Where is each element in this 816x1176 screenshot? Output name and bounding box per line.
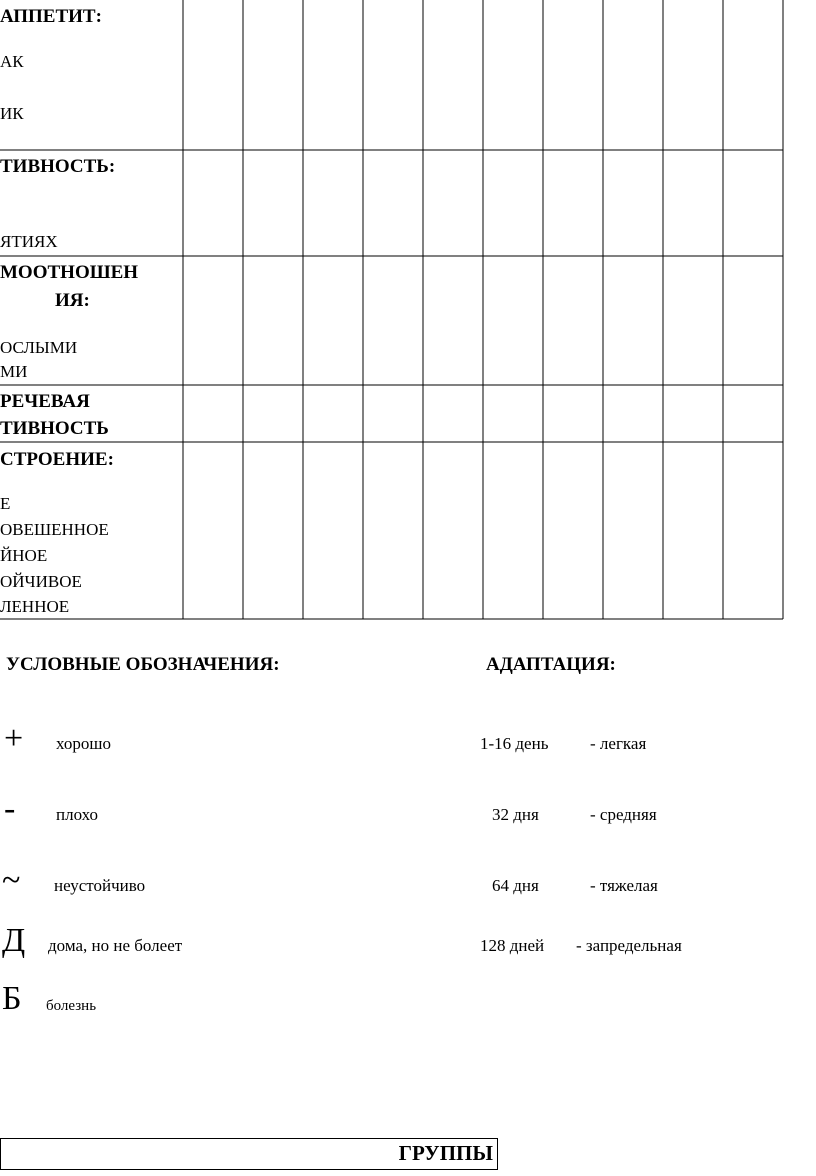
- row-mood-option: ЛЕННОЕ: [0, 597, 70, 616]
- row-activity-option: ЯТИЯХ: [0, 232, 58, 251]
- adaptation-period: 1-16 день: [480, 734, 549, 753]
- row-mood-option: ЙНОЕ: [0, 546, 48, 565]
- row-activity-header: ТИВНОСТЬ:: [0, 156, 116, 177]
- row-mood-header: СТРОЕНИЕ:: [0, 449, 114, 470]
- adaptation-level: - запредельная: [576, 936, 682, 955]
- adaptation-period: 64 дня: [492, 876, 539, 895]
- legend-symbol-b: Б: [2, 980, 22, 1017]
- legend-symbol-minus: -: [4, 790, 16, 827]
- row-relations-header: ИЯ:: [55, 290, 90, 311]
- legend-symbol-plus: +: [4, 720, 24, 757]
- groups-header-box: [0, 1138, 498, 1170]
- legend-text: неустойчиво: [54, 876, 146, 895]
- groups-label: ГРУППЫ: [398, 1141, 493, 1165]
- row-mood-option: Е: [0, 494, 11, 513]
- row-relations-header: МООТНОШЕН: [0, 262, 139, 283]
- legend-symbol-tilde: ~: [2, 862, 21, 899]
- adaptation-period: 32 дня: [492, 805, 539, 824]
- adaptation-period: 128 дней: [480, 936, 545, 955]
- row-relations-option: МИ: [0, 362, 28, 381]
- row-mood-option: ОЙЧИВОЕ: [0, 572, 82, 591]
- legend-text: дома, но не болеет: [48, 936, 183, 955]
- row-appetite-header: АППЕТИТ:: [0, 6, 102, 27]
- row-appetite-option: АК: [0, 52, 24, 71]
- row-relations-option: ОСЛЫМИ: [0, 338, 78, 357]
- legend-text: плохо: [56, 805, 99, 824]
- row-speech-header: РЕЧЕВАЯ: [0, 391, 90, 412]
- adaptation-level: - средняя: [590, 805, 657, 824]
- row-speech-header: ТИВНОСТЬ: [0, 418, 109, 439]
- legend-text: хорошо: [56, 734, 111, 753]
- row-appetite-option: ИК: [0, 104, 24, 123]
- adaptation-level: - легкая: [590, 734, 647, 753]
- legend-text: болезнь: [46, 998, 97, 1014]
- legend-title: УСЛОВНЫЕ ОБОЗНАЧЕНИЯ:: [6, 654, 280, 675]
- adaptation-level: - тяжелая: [590, 876, 658, 895]
- row-mood-option: ОВЕШЕННОЕ: [0, 520, 109, 539]
- adaptation-title: АДАПТАЦИЯ:: [486, 654, 616, 675]
- legend-symbol-d: Д: [2, 922, 26, 959]
